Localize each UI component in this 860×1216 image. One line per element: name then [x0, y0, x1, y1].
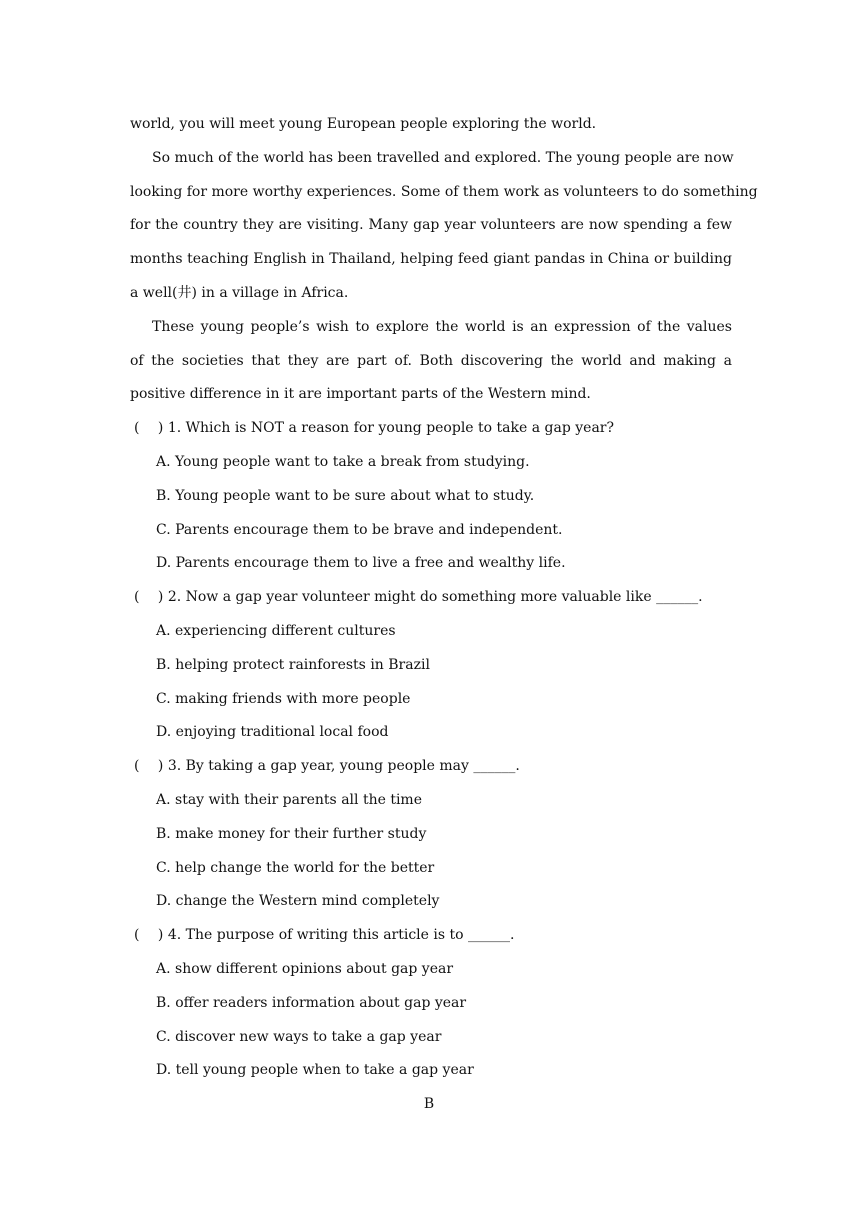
answer-option: D. enjoying traditional local food: [156, 724, 389, 741]
answer-option: C. making friends with more people: [156, 690, 411, 707]
answer-option: D. change the Western mind completely: [156, 893, 440, 910]
document-content: [130, 108, 758, 1122]
answer-option: A. show different opinions about gap year: [156, 960, 454, 977]
passage-line: positive difference in it are important parts of the Western mind.: [130, 386, 591, 403]
question-block: [130, 750, 732, 919]
answer-option: A. stay with their parents all the time: [156, 791, 422, 808]
passage-line: world, you will meet young European people exploring the world.: [130, 116, 597, 132]
passage-line: These young people’s wish to explore the world is an expression of the values: [152, 318, 732, 335]
answer-option: A. experiencing different cultures: [156, 622, 396, 639]
question-block: [130, 412, 732, 581]
answer-option: C. Parents encourage them to be brave and independent.: [156, 521, 563, 538]
answer-option: C. help change the world for the better: [156, 859, 435, 876]
answer-option: D. Parents encourage them to live a free and wealthy life.: [156, 555, 566, 572]
passage-line: So much of the world has been travelled and explored. The young people are now: [152, 149, 734, 166]
answer-option: C. discover new ways to take a gap year: [156, 1028, 442, 1045]
passage-line: of the societies that they are part of. Both discovering the world and making a: [130, 352, 732, 369]
question-stem: ( ) 2. Now a gap year volunteer might do something more valuable like ______.: [134, 589, 703, 606]
answer-option: B. Young people want to be sure about what to study.: [156, 487, 535, 504]
passage-line: a well(井) in a village in Africa.: [130, 284, 349, 301]
passage-line: looking for more worthy experiences. Some of them work as volunteers to do something: [130, 183, 758, 200]
passage-line: months teaching English in Thailand, helping feed giant pandas in China or building: [130, 251, 732, 268]
question-stem: ( ) 1. Which is NOT a reason for young people to take a gap year?: [134, 420, 614, 437]
question-block: [130, 919, 732, 1088]
passage-paragraph: [130, 311, 732, 412]
question-stem: ( ) 3. By taking a gap year, young people may ______.: [134, 758, 520, 775]
answer-option: B. offer readers information about gap year: [156, 994, 467, 1011]
answer-option: D. tell young people when to take a gap year: [156, 1062, 474, 1079]
answer-option: A. Young people want to take a break from studying.: [156, 453, 530, 470]
question-block: [130, 581, 732, 750]
passage-line: for the country they are visiting. Many gap year volunteers are now spending a few: [130, 217, 732, 234]
answer-option: B. helping protect rainforests in Brazil: [156, 656, 430, 673]
section-heading: B: [423, 1096, 435, 1113]
passage-paragraph: [130, 142, 758, 311]
question-stem: ( ) 4. The purpose of writing this article is to ______.: [134, 927, 515, 944]
answer-option: B. make money for their further study: [156, 825, 427, 842]
